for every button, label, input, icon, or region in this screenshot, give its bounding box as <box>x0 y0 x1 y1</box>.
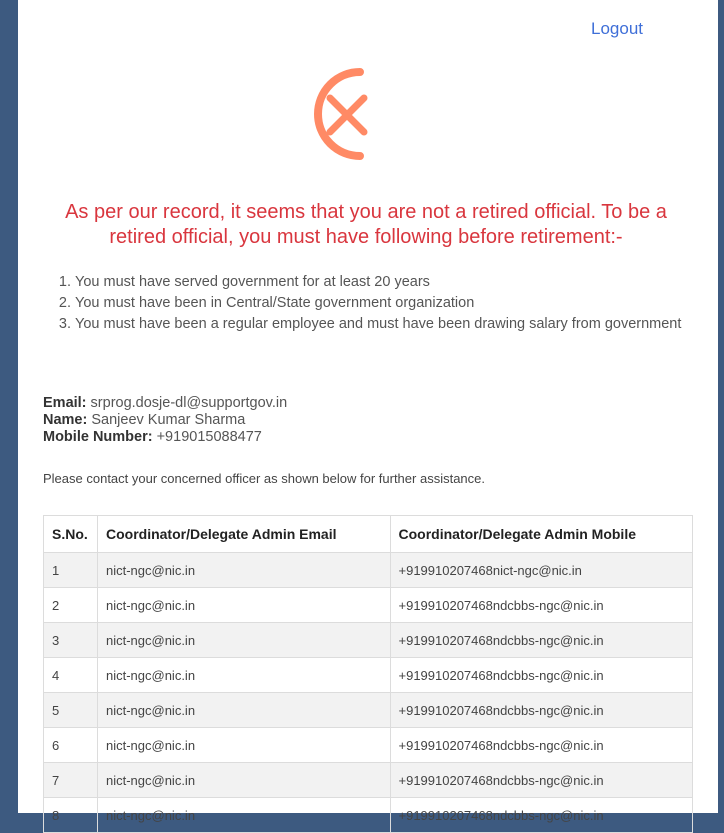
cell-mobile: +919910207468ndcbbs-ngc@nic.in <box>390 588 693 623</box>
email-value: srprog.dosje-dl@supportgov.in <box>90 395 288 411</box>
user-info <box>43 395 287 446</box>
cell-sno: 6 <box>44 728 98 763</box>
cell-mobile: +919910207468ndcbbs-ngc@nic.in <box>390 658 693 693</box>
cell-sno: 4 <box>44 658 98 693</box>
requirements-list <box>34 272 715 335</box>
table-row <box>44 553 693 588</box>
cell-sno: 2 <box>44 588 98 623</box>
table-row <box>44 588 693 623</box>
column-header-sno: S.No. <box>44 516 98 553</box>
cell-sno: 3 <box>44 623 98 658</box>
table-row <box>44 798 693 833</box>
table-row <box>44 693 693 728</box>
cell-mobile: +919910207468ndcbbs-ngc@nic.in <box>390 763 693 798</box>
cell-sno: 7 <box>44 763 98 798</box>
column-header-mobile: Coordinator/Delegate Admin Mobile <box>390 516 693 553</box>
column-header-email: Coordinator/Delegate Admin Email <box>97 516 390 553</box>
requirement-item: 3. You must have been a regular employee and must have been drawing salary from government <box>75 314 715 335</box>
cell-email: nict-ngc@nic.in <box>97 553 390 588</box>
cell-sno: 1 <box>44 553 98 588</box>
cell-sno: 8 <box>44 798 98 833</box>
mobile-row <box>43 429 287 446</box>
cell-email: nict-ngc@nic.in <box>97 623 390 658</box>
cell-email: nict-ngc@nic.in <box>97 763 390 798</box>
cell-email: nict-ngc@nic.in <box>97 588 390 623</box>
main-card <box>18 0 718 823</box>
table-header-row <box>44 516 693 553</box>
mobile-value: +919015088477 <box>156 429 262 445</box>
table-row <box>44 728 693 763</box>
mobile-label: Mobile Number: <box>43 429 153 445</box>
table-row <box>44 658 693 693</box>
coordinator-table <box>43 515 693 833</box>
table-row <box>44 763 693 798</box>
cell-email: nict-ngc@nic.in <box>97 658 390 693</box>
cell-mobile: +919910207468ndcbbs-ngc@nic.in <box>390 693 693 728</box>
requirement-item: 1. You must have served government for at least 20 years <box>75 272 715 293</box>
cell-mobile: +919910207468ndcbbs-ngc@nic.in <box>390 728 693 763</box>
cell-email: nict-ngc@nic.in <box>97 798 390 833</box>
email-row <box>43 395 287 412</box>
cell-mobile: +919910207468nict-ngc@nic.in <box>390 553 693 588</box>
logout-link[interactable]: Logout <box>591 19 643 38</box>
contact-note: Please contact your concerned officer as shown below for further assistance. <box>43 471 485 486</box>
name-row <box>43 412 287 429</box>
requirement-item: 2. You must have been in Central/State government organization <box>75 293 715 314</box>
cell-email: nict-ngc@nic.in <box>97 728 390 763</box>
name-label: Name: <box>43 412 88 428</box>
table-row <box>44 623 693 658</box>
email-label: Email: <box>43 395 87 411</box>
cell-email: nict-ngc@nic.in <box>97 693 390 728</box>
cell-mobile: +919910207468ndcbbs-ngc@nic.in <box>390 798 693 833</box>
cell-mobile: +919910207468ndcbbs-ngc@nic.in <box>390 623 693 658</box>
name-value: Sanjeev Kumar Sharma <box>91 412 246 428</box>
not-retired-message: As per our record, it seems that you are not a retired official. To be a retired official, you must have following before retirement:- <box>65 201 667 248</box>
cell-sno: 5 <box>44 693 98 728</box>
failure-x-icon <box>292 64 392 164</box>
